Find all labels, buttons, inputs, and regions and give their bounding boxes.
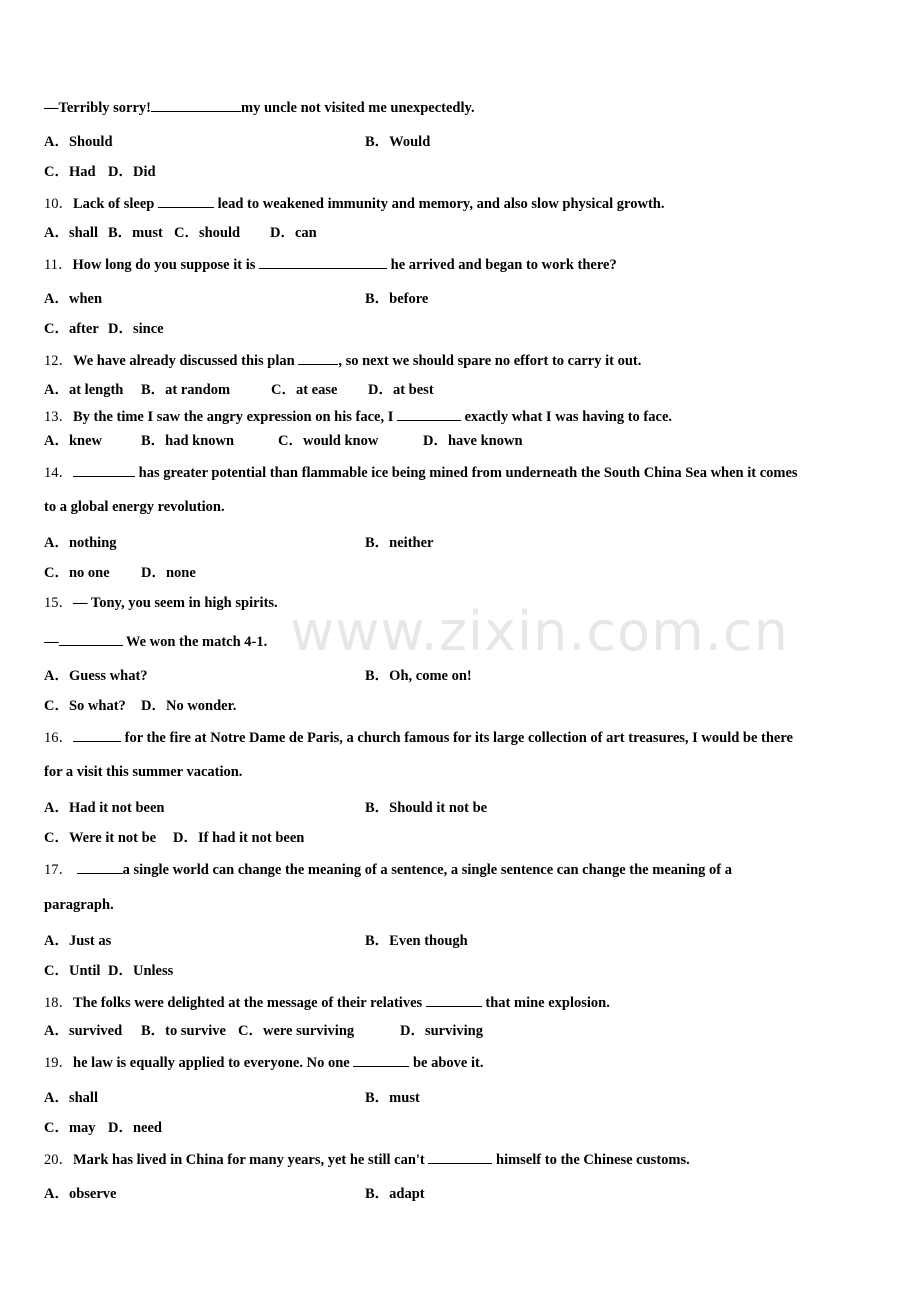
- option-c[interactable]: C．would know: [278, 433, 379, 449]
- option-b[interactable]: B．must: [365, 1090, 420, 1106]
- option-a[interactable]: A．nothing: [44, 535, 117, 551]
- stem-text: has greater potential than flammable ice being mined from underneath the South China Sea when it comes: [138, 465, 798, 481]
- question-14-stem-continued: to a global energy revolution.: [44, 499, 225, 515]
- stem-text: Mark has lived in China for many years, yet he still can't: [73, 1152, 425, 1168]
- option-d[interactable]: D．Unless: [108, 963, 174, 979]
- answer-blank: [158, 193, 214, 208]
- option-a[interactable]: A．at length: [44, 382, 124, 398]
- option-c[interactable]: C．Had: [44, 164, 96, 180]
- question-14-stem: [44, 462, 890, 482]
- stem-text: exactly what I was having to face.: [464, 409, 673, 425]
- stem-text: —Terribly sorry!: [44, 100, 151, 116]
- option-b[interactable]: B．Oh, come on!: [365, 668, 472, 684]
- stem-text: he law is equally applied to everyone. No one: [73, 1055, 350, 1071]
- stem-text: that mine explosion.: [485, 995, 610, 1011]
- option-d[interactable]: D．surviving: [400, 1023, 483, 1039]
- question-20-stem: [44, 1149, 890, 1169]
- answer-blank: [259, 254, 387, 269]
- question-9-stem: [44, 97, 890, 117]
- answer-blank: [428, 1149, 492, 1164]
- option-b[interactable]: B．neither: [365, 535, 434, 551]
- stem-text: The folks were delighted at the message of their relatives: [73, 995, 423, 1011]
- question-16-stem-continued: for a visit this summer vacation.: [44, 764, 243, 780]
- option-b[interactable]: B．Even though: [365, 933, 468, 949]
- stem-text: himself to the Chinese customs.: [496, 1152, 690, 1168]
- option-b[interactable]: B．had known: [141, 433, 235, 449]
- option-a[interactable]: A．Just as: [44, 933, 112, 949]
- question-number: 11．: [44, 257, 73, 273]
- option-a[interactable]: A．Had it not been: [44, 800, 165, 816]
- answer-blank: [73, 727, 121, 742]
- question-number: 16．: [44, 730, 73, 746]
- stem-text: By the time I saw the angry expression on his face, I: [73, 409, 394, 425]
- question-15-stem: [44, 594, 890, 612]
- question-12-stem: [44, 350, 890, 370]
- stem-text: be above it.: [412, 1055, 484, 1071]
- watermark: www.zixin.com.cn: [290, 600, 789, 663]
- question-11-stem: [44, 254, 890, 274]
- stem-text: , so next we should spare no effort to carry it out.: [338, 353, 642, 369]
- option-c[interactable]: C．So what?: [44, 698, 126, 714]
- question-13-stem: [44, 406, 890, 426]
- question-number: 15．: [44, 595, 73, 611]
- question-number: 20．: [44, 1152, 73, 1168]
- option-c[interactable]: C．at ease: [271, 382, 338, 398]
- question-18-stem: [44, 992, 890, 1012]
- option-d[interactable]: D．have known: [423, 433, 523, 449]
- option-b[interactable]: B．Should it not be: [365, 800, 488, 816]
- option-b[interactable]: B．before: [365, 291, 429, 307]
- option-d[interactable]: D．can: [270, 225, 317, 241]
- option-c[interactable]: C．Until: [44, 963, 101, 979]
- answer-blank: [397, 406, 461, 421]
- stem-text: We have already discussed this plan: [73, 353, 295, 369]
- stem-text: my uncle not visited me unexpectedly.: [241, 100, 475, 116]
- option-c[interactable]: C．were surviving: [238, 1023, 355, 1039]
- option-a[interactable]: A．survived: [44, 1023, 123, 1039]
- answer-blank: [77, 859, 123, 874]
- stem-text: —: [44, 634, 59, 650]
- option-c[interactable]: C．no one: [44, 565, 110, 581]
- option-a[interactable]: A．shall: [44, 1090, 98, 1106]
- option-d[interactable]: D．none: [141, 565, 196, 581]
- question-number: 12．: [44, 353, 73, 369]
- stem-text: We won the match 4-1.: [125, 634, 268, 650]
- question-number: 13．: [44, 409, 73, 425]
- answer-blank: [151, 97, 241, 112]
- option-b[interactable]: B．to survive: [141, 1023, 226, 1039]
- option-d[interactable]: D．need: [108, 1120, 162, 1136]
- option-a[interactable]: A．Guess what?: [44, 668, 148, 684]
- question-19-stem: [44, 1052, 890, 1072]
- option-c[interactable]: C．Were it not be: [44, 830, 157, 846]
- stem-text: Lack of sleep: [73, 196, 155, 212]
- answer-blank: [353, 1052, 409, 1067]
- answer-blank: [73, 462, 135, 477]
- option-c[interactable]: C．after: [44, 321, 99, 337]
- answer-blank: [59, 631, 123, 646]
- option-d[interactable]: D．since: [108, 321, 164, 337]
- answer-blank: [298, 350, 338, 365]
- option-a[interactable]: A．shall: [44, 225, 98, 241]
- option-c[interactable]: C．should: [174, 225, 241, 241]
- question-16-stem: [44, 727, 890, 747]
- option-a[interactable]: A．knew: [44, 433, 103, 449]
- option-b[interactable]: B．adapt: [365, 1186, 425, 1202]
- option-d[interactable]: D．at best: [368, 382, 434, 398]
- stem-text: How long do you suppose it is: [72, 257, 256, 273]
- question-17-stem-continued: paragraph.: [44, 897, 114, 913]
- option-b[interactable]: B．must: [108, 225, 163, 241]
- stem-text: lead to weakened immunity and memory, and also slow physical growth.: [217, 196, 665, 212]
- question-number: 18．: [44, 995, 73, 1011]
- stem-text: for the fire at Notre Dame de Paris, a church famous for its large collection of art treasures, I would be there: [124, 730, 793, 746]
- option-a[interactable]: A．observe: [44, 1186, 117, 1202]
- question-number: 10．: [44, 196, 73, 212]
- answer-blank: [426, 992, 482, 1007]
- question-number: 17．: [44, 862, 73, 878]
- option-a[interactable]: A．Should: [44, 134, 113, 150]
- question-10-stem: [44, 193, 890, 213]
- question-15-reply: [44, 631, 890, 651]
- question-17-stem: [44, 859, 890, 879]
- option-d[interactable]: D．If had it not been: [173, 830, 305, 846]
- option-b[interactable]: B．Would: [365, 134, 431, 150]
- question-number: 14．: [44, 465, 73, 481]
- option-d[interactable]: D．Did: [108, 164, 156, 180]
- option-b[interactable]: B．at random: [141, 382, 231, 398]
- option-d[interactable]: D．No wonder.: [141, 698, 237, 714]
- stem-text: — Tony, you seem in high spirits.: [73, 595, 278, 611]
- question-number: 19．: [44, 1055, 73, 1071]
- option-c[interactable]: C．may: [44, 1120, 96, 1136]
- stem-text: a single world can change the meaning of a sentence, a single sentence can change the meaning of a: [122, 862, 732, 878]
- option-a[interactable]: A．when: [44, 291, 103, 307]
- stem-text: he arrived and began to work there?: [390, 257, 617, 273]
